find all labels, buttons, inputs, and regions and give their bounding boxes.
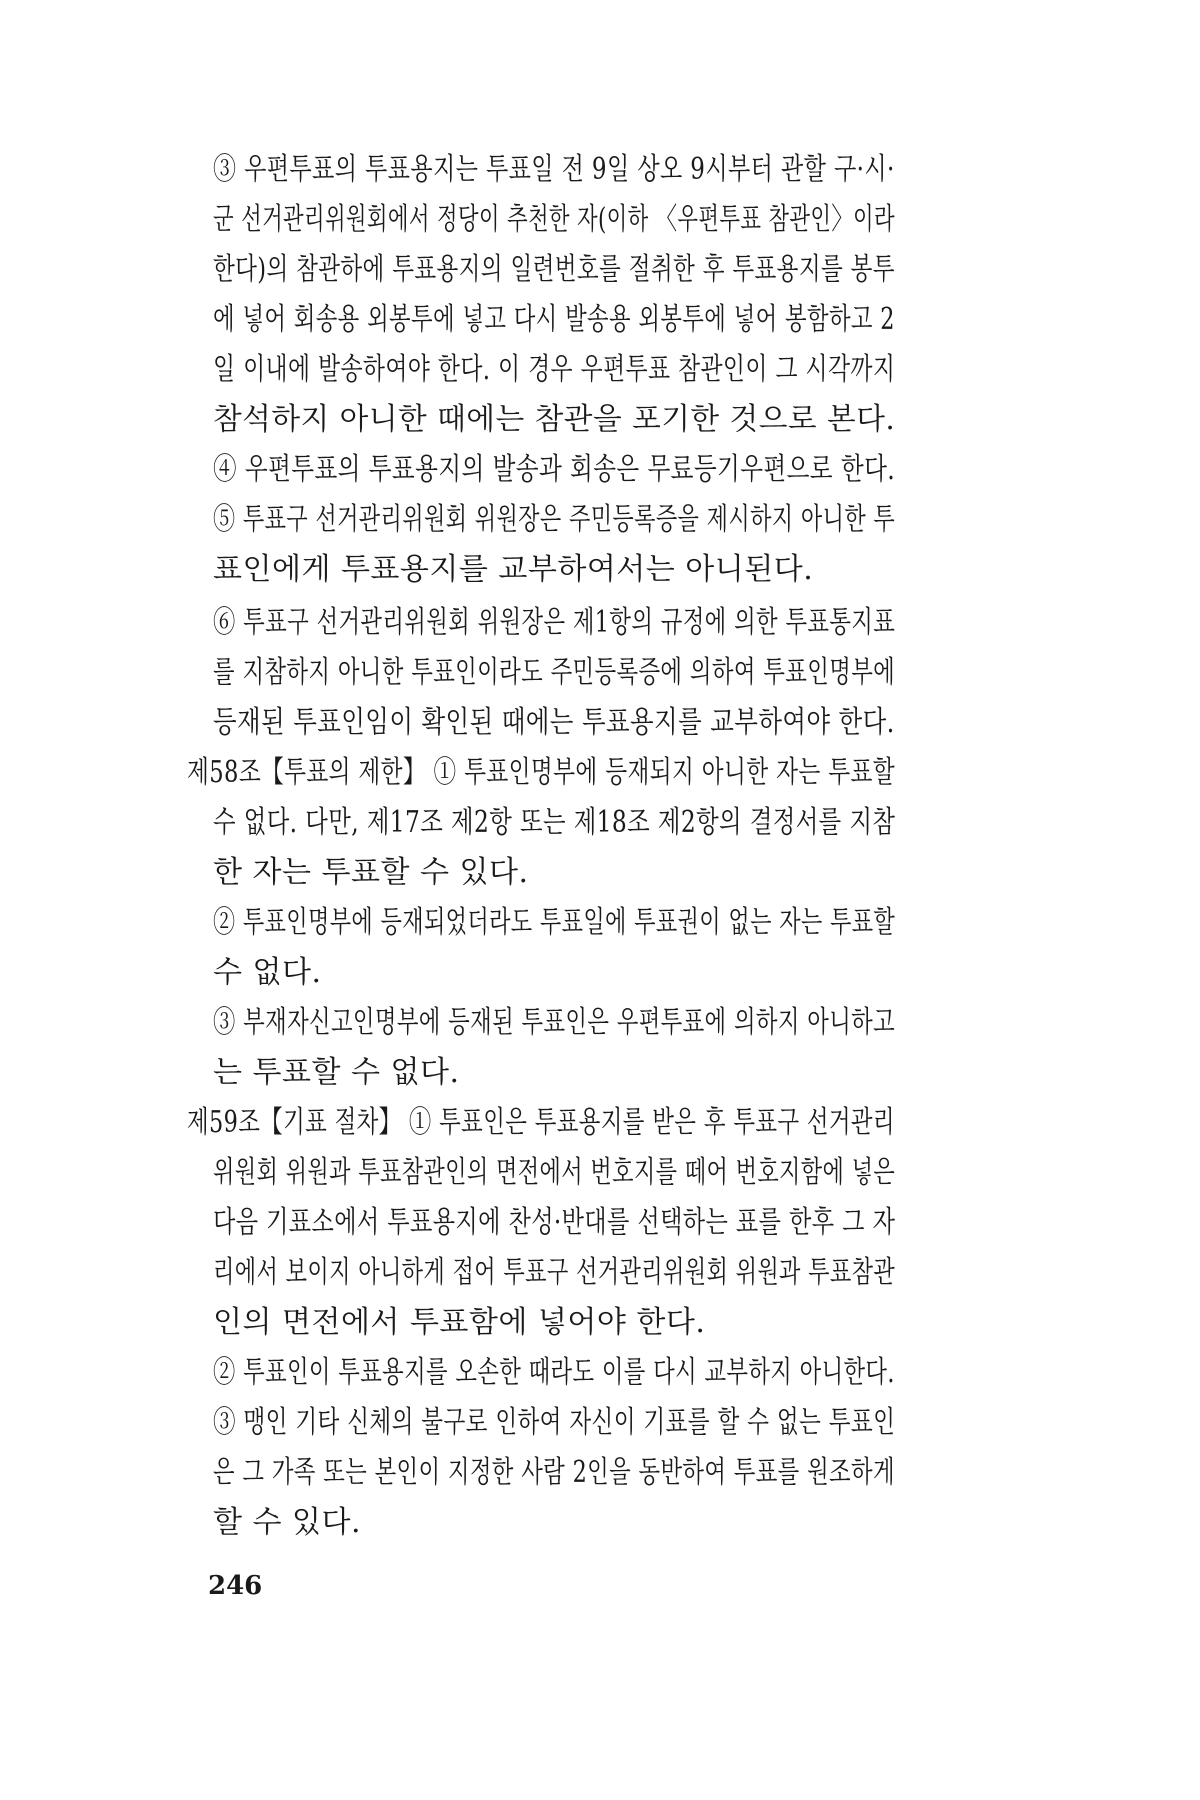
text-line: 참석하지 아니한 때에는 참관을 포기한 것으로 본다. bbox=[213, 402, 896, 437]
text-line: 등재된 투표인임이 확인된 때에는 투표용지를 교부하여야 한다. bbox=[213, 705, 895, 740]
text-line: 리에서 보이지 아니하게 접어 투표구 선거관리위원회 위원과 투표참관 bbox=[213, 1255, 896, 1290]
text-line: 인의 면전에서 투표함에 넣어야 한다. bbox=[213, 1305, 706, 1340]
article-heading-line: 제58조【투표의 제한】 ① 투표인명부에 등재되지 아니한 자는 투표할 bbox=[187, 755, 895, 790]
text-line: ④ 우편투표의 투표용지의 발송과 회송은 무료등기우편으로 한다. bbox=[213, 452, 896, 487]
text-line: 수 없다. 다만, 제17조 제2항 또는 제18조 제2항의 결정서를 지참 bbox=[213, 805, 896, 840]
text-line: 일 이내에 발송하여야 한다. 이 경우 우편투표 참관인이 그 시각까지 bbox=[213, 352, 896, 387]
text-line: ⑤ 투표구 선거관리위원회 위원장은 주민등록증을 제시하지 아니한 투 bbox=[213, 502, 896, 537]
text-line: 군 선거관리위원회에서 정당이 추천한 자(이하 〈우편투표 참관인〉이라 bbox=[213, 202, 895, 237]
text-line: 은 그 가족 또는 본인이 지정한 사람 2인을 동반하여 투표를 원조하게 bbox=[213, 1455, 895, 1490]
text-line: ③ 맹인 기타 신체의 불구로 인하여 자신이 기표를 할 수 없는 투표인 bbox=[213, 1405, 896, 1440]
text-line: 에 넣어 회송용 외봉투에 넣고 다시 발송용 외봉투에 넣어 봉함하고 2 bbox=[213, 302, 895, 337]
text-line: 수 없다. bbox=[213, 955, 322, 990]
text-line: 할 수 있다. bbox=[213, 1505, 362, 1540]
text-line: 위원회 위원과 투표참관인의 면전에서 번호지를 떼어 번호지함에 넣은 bbox=[213, 1155, 896, 1190]
text-line: ② 투표인명부에 등재되었더라도 투표일에 투표권이 없는 자는 투표할 bbox=[213, 905, 896, 940]
page-number: 246 bbox=[208, 1571, 263, 1601]
text-line: ② 투표인이 투표용지를 오손한 때라도 이를 다시 교부하지 아니한다. bbox=[213, 1355, 895, 1390]
text-line: 표인에게 투표용지를 교부하여서는 아니된다. bbox=[213, 552, 814, 587]
text-line: ③ 우편투표의 투표용지는 투표일 전 9일 상오 9시부터 관할 구·시· bbox=[213, 152, 895, 187]
article-heading-line: 제59조【기표 절차】 ① 투표인은 투표용지를 받은 후 투표구 선거관리 bbox=[187, 1105, 895, 1140]
text-line: 한다)의 참관하에 투표용지의 일련번호를 절취한 후 투표용지를 봉투 bbox=[213, 252, 895, 287]
text-line: ⑥ 투표구 선거관리위원회 위원장은 제1항의 규정에 의한 투표통지표 bbox=[213, 605, 896, 640]
text-line: 는 투표할 수 없다. bbox=[213, 1055, 460, 1090]
text-line: 를 지참하지 아니한 투표인이라도 주민등록증에 의하여 투표인명부에 bbox=[213, 655, 896, 690]
text-line: 다음 기표소에서 투표용지에 찬성·반대를 선택하는 표를 한후 그 자 bbox=[213, 1205, 896, 1240]
text-line: ③ 부재자신고인명부에 등재된 투표인은 우편투표에 의하지 아니하고 bbox=[213, 1005, 896, 1040]
text-line: 한 자는 투표할 수 있다. bbox=[213, 855, 529, 890]
